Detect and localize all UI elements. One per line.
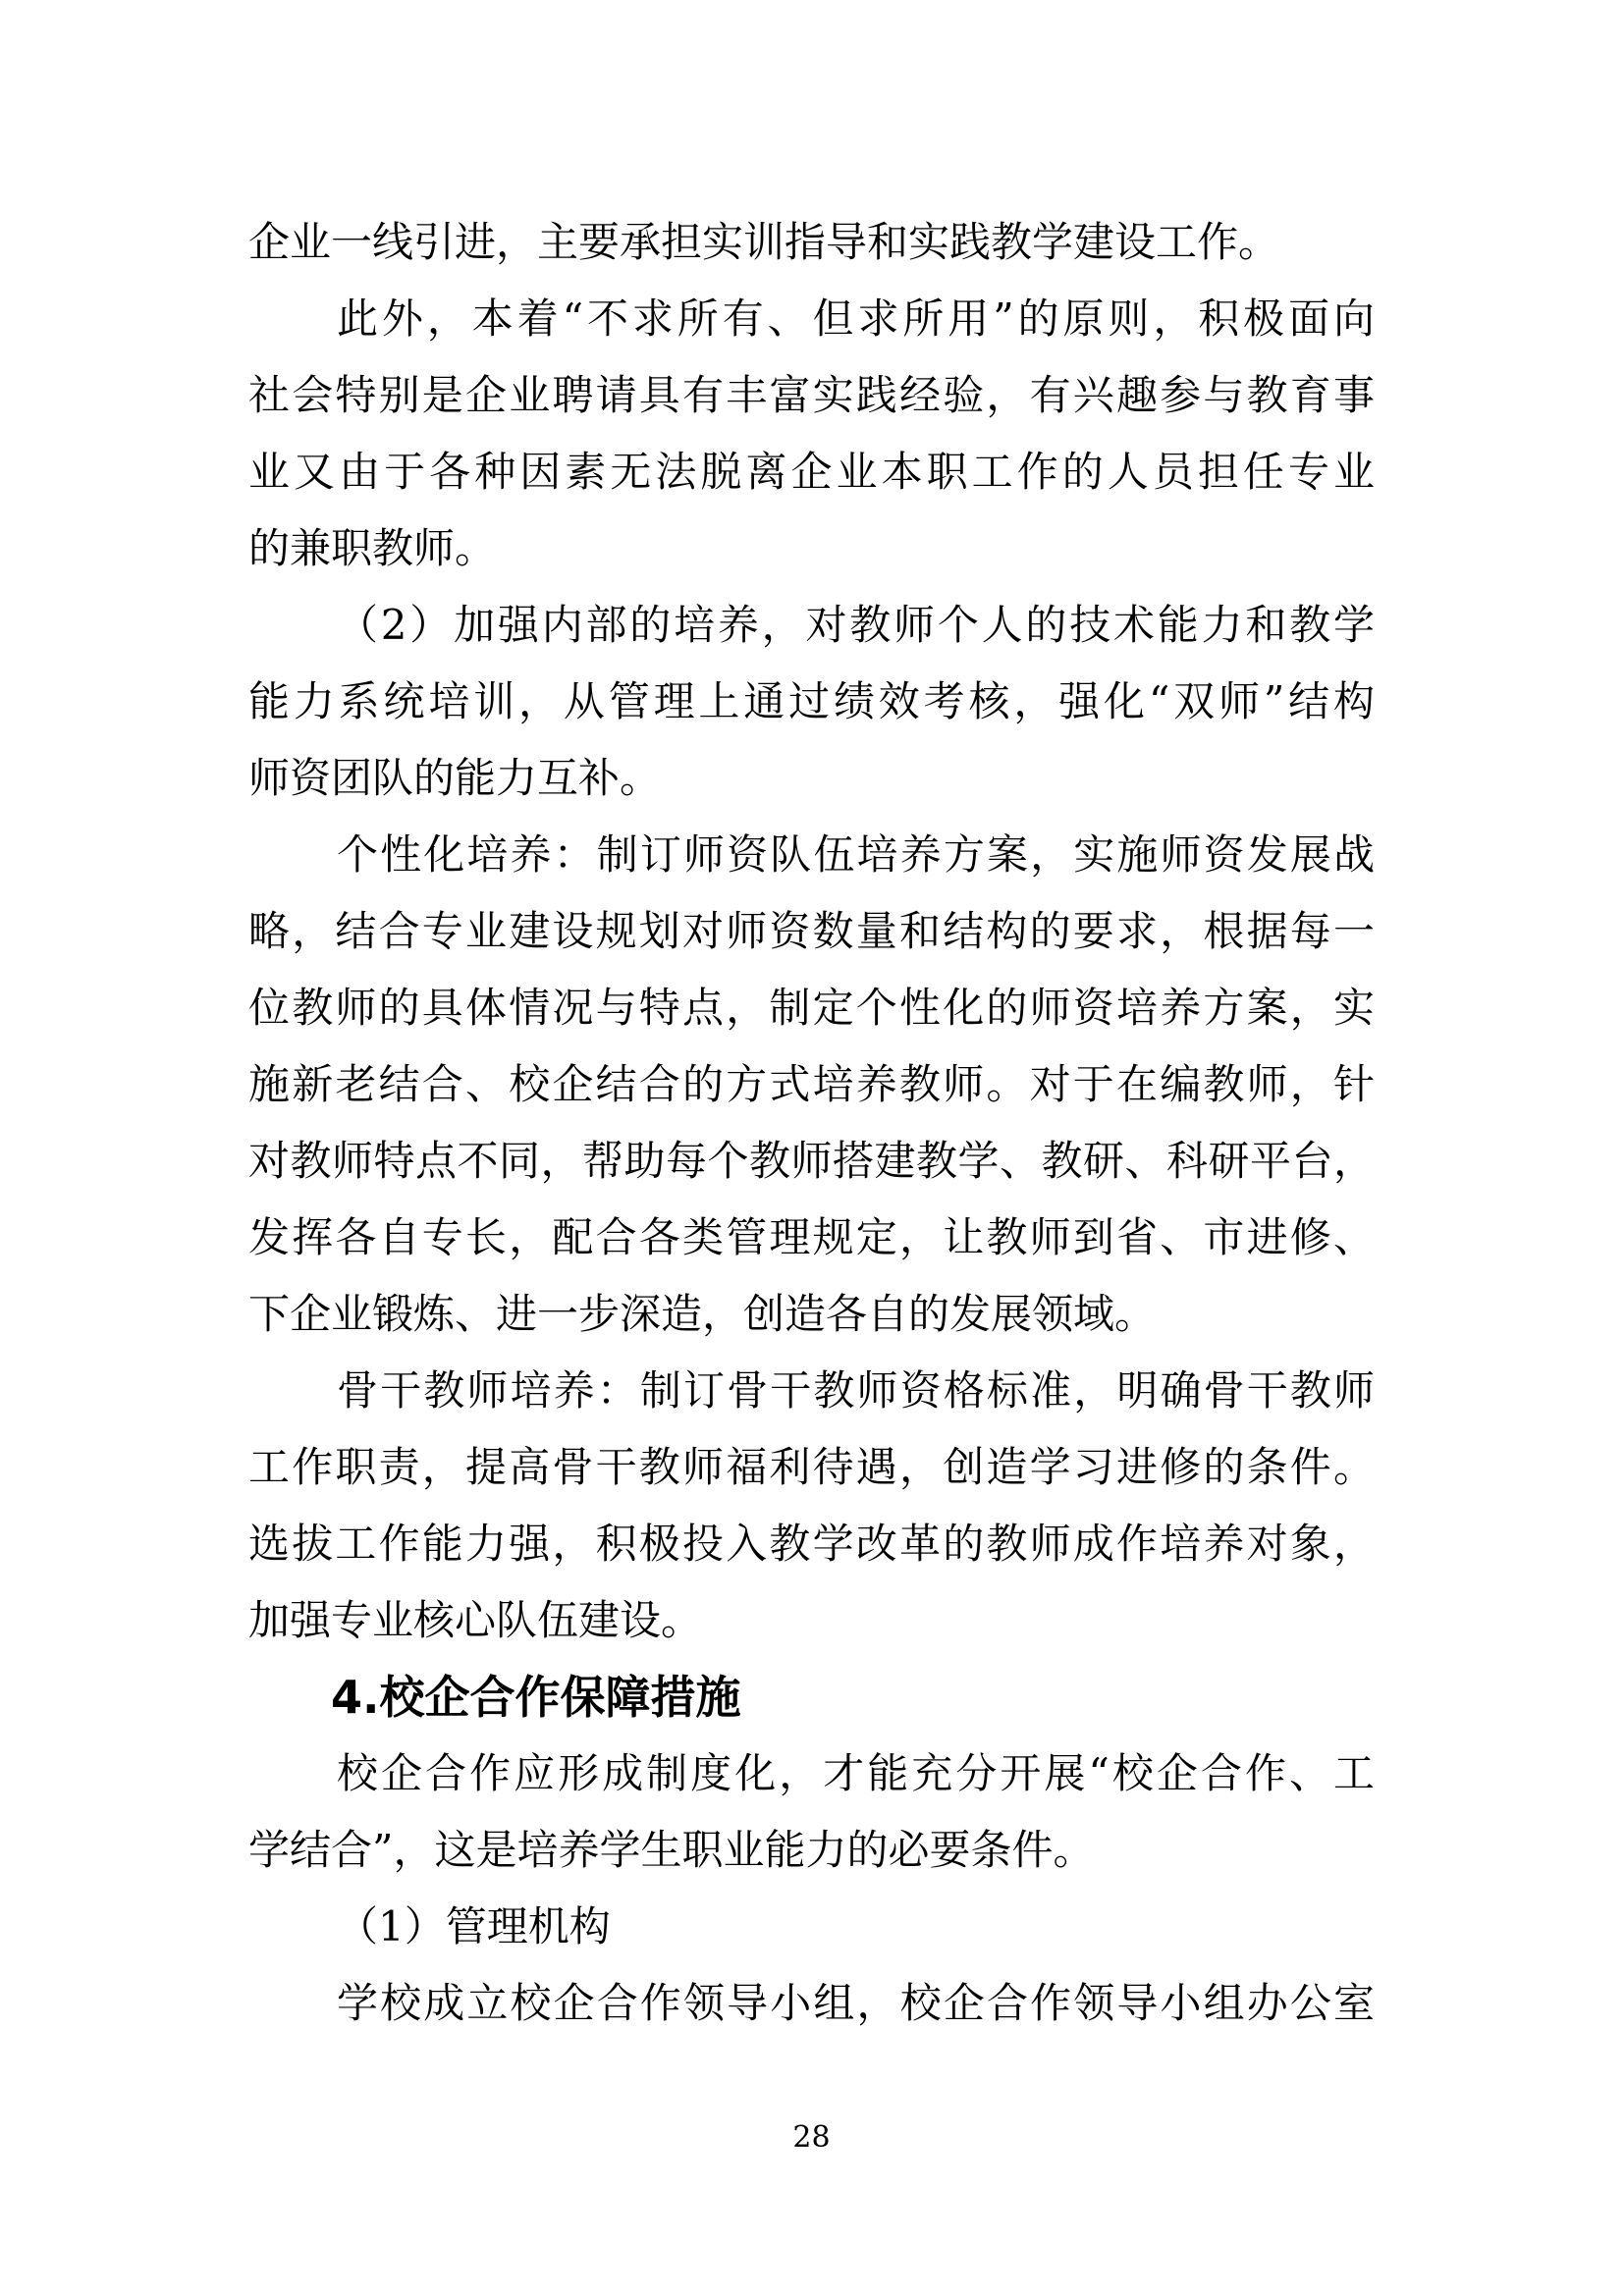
text-line: 下企业锻炼、进一步深造，创造各自的发展领域。: [248, 1290, 1157, 1338]
text-line: 工作职责，提高骨干教师福利待遇，创造学习进修的条件。: [248, 1443, 1375, 1491]
text-line: 骨干教师培养：制订骨干教师资格标准，明确骨干教师: [337, 1366, 1375, 1415]
page-footer: [248, 2120, 1375, 2155]
text-line: 社会特别是企业聘请具有丰富实践经验，有兴趣参与教育事: [248, 371, 1375, 419]
text-line: 学校成立校企合作领导小组，校企合作领导小组办公室: [337, 1979, 1375, 2027]
section-heading: 4.校企合作保障措施: [331, 1671, 741, 1724]
text-line: 发挥各自专长，配合各类管理规定，让教师到省、市进修、: [248, 1213, 1375, 1261]
text-line: 个性化培养：制订师资队伍培养方案，实施师资发展战: [337, 830, 1375, 879]
text-line: 企业一线引进，主要承担实训指导和实践教学建设工作。: [248, 218, 1280, 266]
document-body: [248, 204, 1375, 2042]
text-line: 师资团队的能力互补。: [248, 754, 662, 802]
text-line: 业又由于各种因素无法脱离企业本职工作的人员担任专业: [248, 448, 1375, 496]
text-line: （1）管理机构: [337, 1902, 611, 1950]
text-line: （2）加强内部的培养，对教师个人的技术能力和教学: [337, 601, 1375, 649]
text-line: 此外，本着“不求所有、但求所用”的原则，积极面向: [337, 294, 1375, 343]
text-line: 学结合”，这是培养学生职业能力的必要条件。: [248, 1826, 1095, 1874]
text-line: 对教师特点不同，帮助每个教师搭建教学、教研、科研平台，: [248, 1137, 1375, 1185]
text-line: 能力系统培训，从管理上通过绩效考核，强化“双师”结构: [248, 677, 1375, 725]
text-line: 的兼职教师。: [248, 524, 497, 572]
text-line: 位教师的具体情况与特点，制定个性化的师资培养方案，实: [248, 984, 1375, 1032]
text-line: 施新老结合、校企结合的方式培养教师。对于在编教师，针: [248, 1060, 1375, 1108]
text-line: 校企合作应形成制度化，才能充分开展“校企合作、工: [337, 1749, 1375, 1797]
text-line: 选拔工作能力强，积极投入教学改革的教师成作培养对象，: [248, 1520, 1375, 1568]
page-number: 28: [792, 2120, 831, 2155]
text-line: 加强专业核心队伍建设。: [248, 1596, 703, 1644]
text-line: 略，结合专业建设规划对师资数量和结构的要求，根据每一: [248, 907, 1375, 955]
